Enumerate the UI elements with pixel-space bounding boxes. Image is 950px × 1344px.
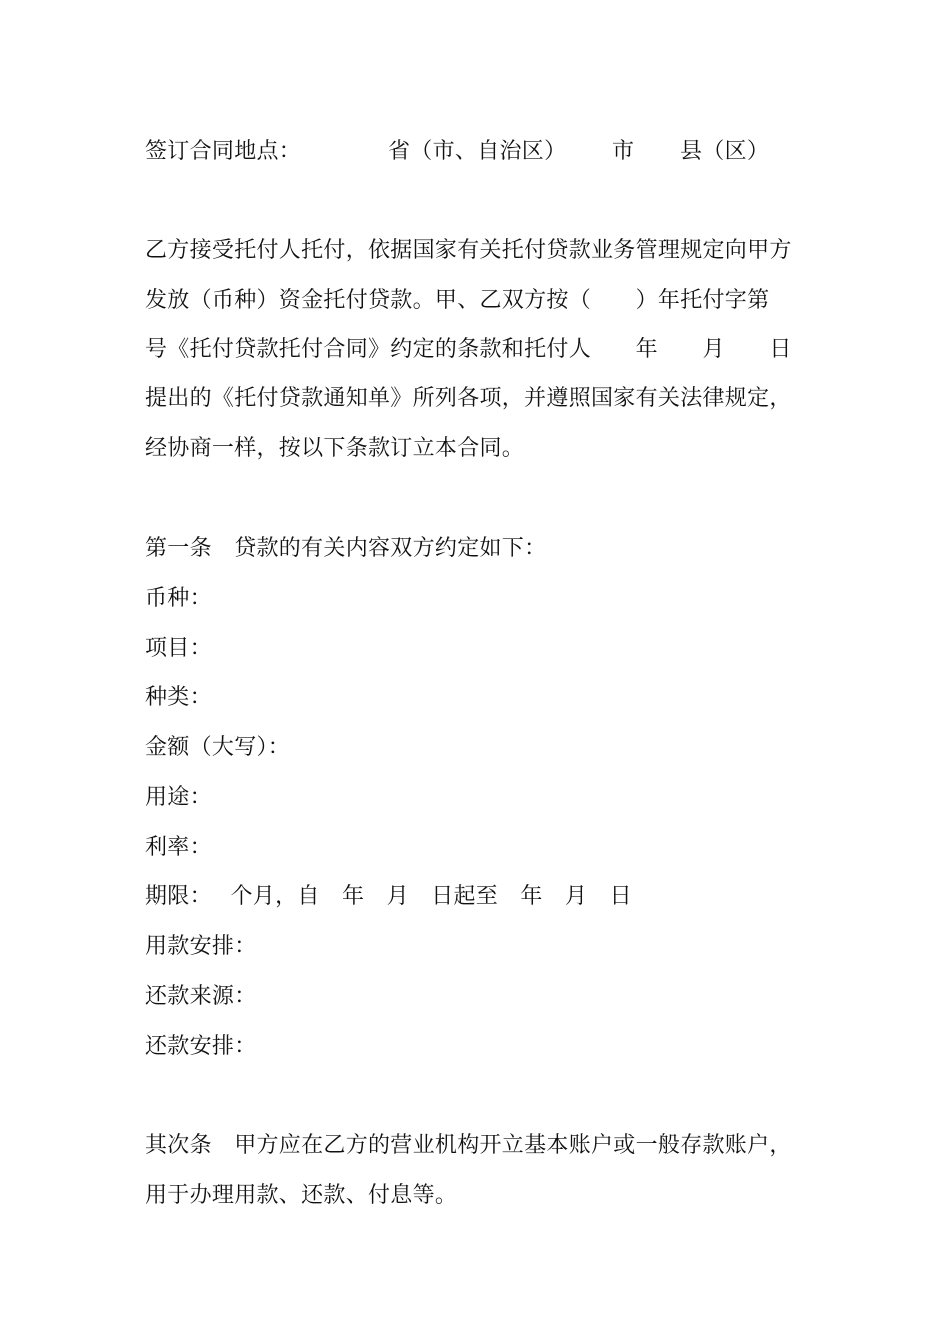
- preamble-line: 发放（币种）资金托付贷款。甲、乙双方按（ ）年托付字第: [145, 288, 770, 313]
- signing-location-line: [145, 136, 825, 168]
- field-project: 项目：: [145, 636, 212, 661]
- field-currency: 币种：: [145, 586, 212, 611]
- preamble-line: 乙方接受托付人托付，依据国家有关托付贷款业务管理规定向甲方: [145, 238, 792, 263]
- article-2-line: 其次条 甲方应在乙方的营业机构开立基本账户或一般存款账户，: [145, 1133, 792, 1158]
- preamble-line: 提出的《托付贷款通知单》所列各项，并遵照国家有关法律规定，: [145, 386, 792, 411]
- field-amount: 金额（大写）：: [145, 735, 291, 760]
- province-field: 省（市、自治区）: [388, 139, 567, 164]
- city-field: 市: [612, 139, 635, 164]
- field-purpose: 用途：: [145, 785, 212, 810]
- article-2-line: 用于办理用款、还款、付息等。: [145, 1183, 458, 1208]
- article-1-title: 第一条 贷款的有关内容双方约定如下：: [145, 536, 547, 561]
- field-interest-rate: 利率：: [145, 835, 212, 860]
- field-repayment-plan: 还款安排：: [145, 1034, 257, 1059]
- field-type: 种类：: [145, 685, 212, 710]
- preamble-line: 号《托付贷款托付合同》约定的条款和托付人 年 月 日: [145, 337, 792, 362]
- field-term: 期限： 个月，自 年 月 日起至 年 月 日: [145, 884, 632, 909]
- field-repayment-source: 还款来源：: [145, 984, 257, 1009]
- signing-location-label: 签订合同地点：: [145, 139, 302, 164]
- preamble-line: 经协商一样，按以下条款订立本合同。: [145, 436, 525, 461]
- field-usage-plan: 用款安排：: [145, 934, 257, 959]
- county-field: 县（区）: [680, 139, 770, 164]
